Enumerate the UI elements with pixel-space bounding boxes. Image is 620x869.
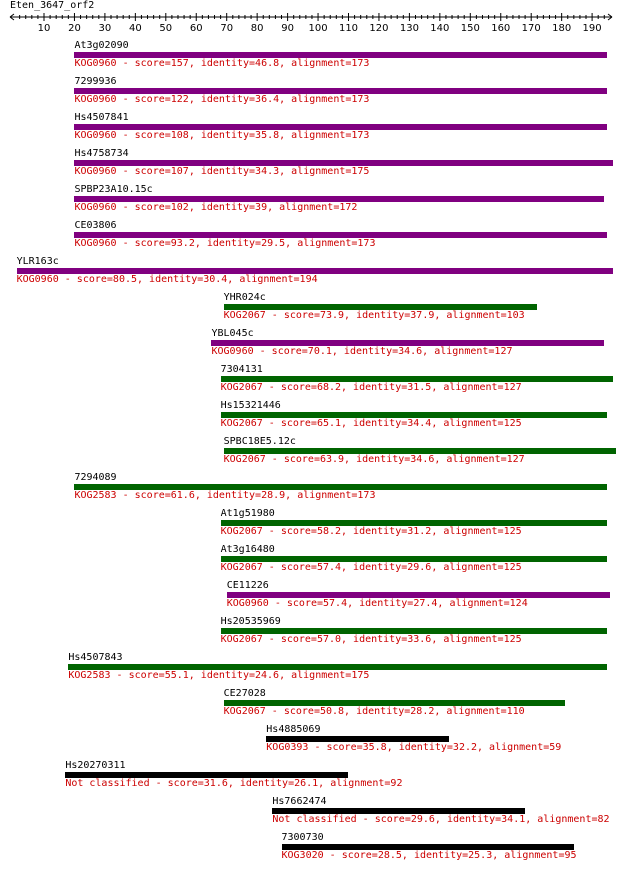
hit-description[interactable]: KOG2067 - score=63.9, identity=34.6, alignment=127 <box>223 454 525 465</box>
hit-name[interactable]: CE27028 <box>223 688 266 699</box>
query-title: Eten_3647_orf2 <box>10 0 95 11</box>
hit-description[interactable]: KOG2067 - score=73.9, identity=37.9, alignment=103 <box>223 310 525 321</box>
ruler-tick-label: 90 <box>281 23 294 34</box>
hit-name[interactable]: Hs20535969 <box>220 616 281 627</box>
hit-description[interactable]: KOG0960 - score=80.5, identity=30.4, alignment=194 <box>16 274 318 285</box>
ruler-tick-label: 160 <box>491 23 511 34</box>
hit-name[interactable]: YBL045c <box>211 328 254 339</box>
hit-description[interactable]: Not classified - score=31.6, identity=26.1, alignment=92 <box>65 778 403 789</box>
ruler-tick-label: 30 <box>98 23 112 34</box>
hit-name[interactable]: 7304131 <box>220 364 263 375</box>
hit-name[interactable]: Hs4507843 <box>68 652 123 663</box>
hit-name[interactable]: At3g16480 <box>220 544 275 555</box>
ruler-tick-label: 150 <box>460 23 480 34</box>
hit-name[interactable]: YHR024c <box>223 292 266 303</box>
hit-name[interactable]: At3g02090 <box>74 40 129 51</box>
hit-name[interactable]: CE11226 <box>226 580 269 591</box>
hit-name[interactable]: 7294089 <box>74 472 117 483</box>
hit-description[interactable]: KOG2067 - score=68.2, identity=31.5, alignment=127 <box>220 382 522 393</box>
hit-name[interactable]: Hs15321446 <box>220 400 281 411</box>
hit-name[interactable]: Hs4885069 <box>266 724 321 735</box>
position-ruler <box>0 0 620 40</box>
ruler-tick-label: 20 <box>68 23 81 34</box>
hit-description[interactable]: KOG0960 - score=102, identity=39, alignment=172 <box>74 202 358 213</box>
hit-description[interactable]: KOG0960 - score=93.2, identity=29.5, alignment=173 <box>74 238 376 249</box>
hit-description[interactable]: KOG0960 - score=157, identity=46.8, alignment=173 <box>74 58 370 69</box>
hit-description[interactable]: KOG0960 - score=57.4, identity=27.4, alignment=124 <box>226 598 528 609</box>
hit-description[interactable]: KOG0960 - score=122, identity=36.4, alignment=173 <box>74 94 370 105</box>
ruler-tick-label: 130 <box>399 23 419 34</box>
hit-name[interactable]: SPBC18E5.12c <box>223 436 296 447</box>
ruler-tick-label: 100 <box>308 23 328 34</box>
hit-name[interactable]: 7299936 <box>74 76 117 87</box>
hit-description[interactable]: KOG2583 - score=55.1, identity=24.6, alignment=175 <box>68 670 370 681</box>
ruler-tick-label: 70 <box>220 23 234 34</box>
hit-description[interactable]: KOG3020 - score=28.5, identity=25.3, alignment=95 <box>281 850 577 861</box>
hit-description[interactable]: KOG0960 - score=70.1, identity=34.6, alignment=127 <box>211 346 513 357</box>
ruler-tick-label: 10 <box>37 23 51 34</box>
hit-name[interactable]: Hs20270311 <box>65 760 126 771</box>
ruler-tick-label: 140 <box>430 23 450 34</box>
ruler-tick-label: 40 <box>128 23 142 34</box>
hit-description[interactable]: KOG0960 - score=107, identity=34.3, alignment=175 <box>74 166 370 177</box>
hit-name[interactable]: CE03806 <box>74 220 117 231</box>
hit-description[interactable]: Not classified - score=29.6, identity=34.1, alignment=82 <box>272 814 610 825</box>
ruler-tick-label: 180 <box>552 23 572 34</box>
hit-name[interactable]: Hs4507841 <box>74 112 129 123</box>
ruler-tick-label: 60 <box>189 23 203 34</box>
hit-description[interactable]: KOG2067 - score=50.8, identity=28.2, alignment=110 <box>223 706 525 717</box>
ruler-tick-label: 120 <box>369 23 389 34</box>
ruler-tick-label: 110 <box>338 23 359 34</box>
hit-description[interactable]: KOG2067 - score=57.4, identity=29.6, alignment=125 <box>220 562 522 573</box>
hit-description[interactable]: KOG2067 - score=58.2, identity=31.2, alignment=125 <box>220 526 522 537</box>
hit-name[interactable]: At1g51980 <box>220 508 275 519</box>
hit-name[interactable]: Hs4758734 <box>74 148 129 159</box>
ruler-tick-label: 50 <box>159 23 173 34</box>
hit-name[interactable]: Hs7662474 <box>272 796 327 807</box>
ruler-tick-label: 170 <box>521 23 541 34</box>
ruler-tick-label: 80 <box>250 23 264 34</box>
hit-description[interactable]: KOG2067 - score=65.1, identity=34.4, alignment=125 <box>220 418 522 429</box>
hit-description[interactable]: KOG2583 - score=61.6, identity=28.9, alignment=173 <box>74 490 376 501</box>
hit-description[interactable]: KOG0393 - score=35.8, identity=32.2, alignment=59 <box>266 742 562 753</box>
hit-name[interactable]: 7300730 <box>281 832 324 843</box>
hit-name[interactable]: YLR163c <box>16 256 59 267</box>
hit-description[interactable]: KOG2067 - score=57.0, identity=33.6, alignment=125 <box>220 634 522 645</box>
hit-description[interactable]: KOG0960 - score=108, identity=35.8, alignment=173 <box>74 130 370 141</box>
hit-name[interactable]: SPBP23A10.15c <box>74 184 153 195</box>
ruler-tick-label: 190 <box>582 23 602 34</box>
